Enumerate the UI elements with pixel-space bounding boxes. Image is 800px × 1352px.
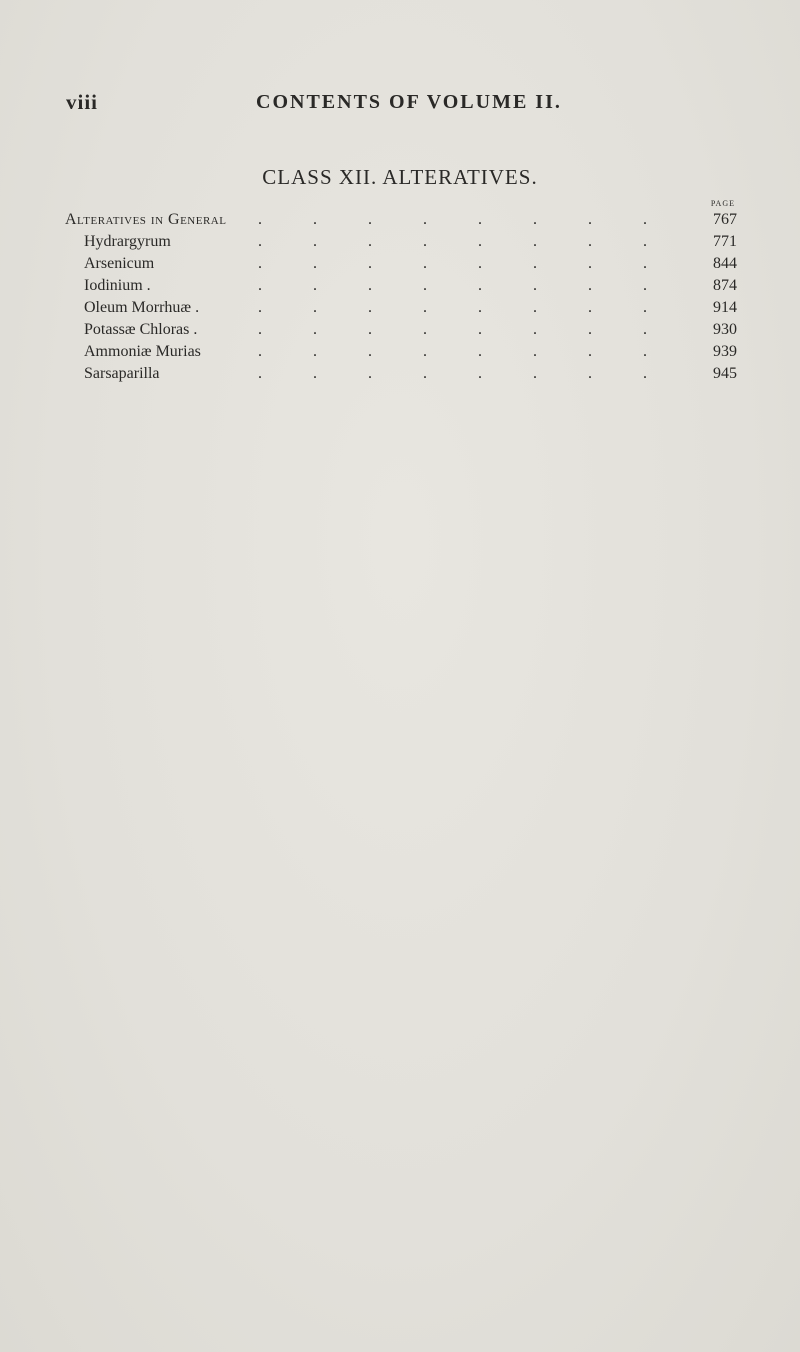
- leader-dot: .: [643, 299, 647, 316]
- leader-dot: .: [643, 365, 647, 382]
- leader-dot: .: [258, 255, 262, 272]
- leader-dot: .: [423, 277, 427, 294]
- leader-dot: .: [643, 233, 647, 250]
- toc-entry-label: Hydrargyrum: [84, 233, 171, 250]
- toc-entry-label: Sarsaparilla: [84, 365, 160, 382]
- toc-entry-page: 914: [713, 299, 737, 316]
- leader-dot: .: [643, 211, 647, 228]
- leader-dot: .: [643, 255, 647, 272]
- leader-dot: .: [258, 211, 262, 228]
- leader-dot: .: [533, 343, 537, 360]
- leader-dot: .: [588, 321, 592, 338]
- leader-dot: .: [478, 211, 482, 228]
- leader-dot: .: [423, 233, 427, 250]
- leader-dot: .: [643, 277, 647, 294]
- page-number: viii: [66, 90, 99, 114]
- leader-dot: .: [588, 211, 592, 228]
- leader-dot: .: [478, 365, 482, 382]
- leader-dot: .: [533, 365, 537, 382]
- running-title: CONTENTS OF VOLUME II.: [256, 91, 562, 113]
- toc-entry-page: 767: [713, 211, 737, 228]
- toc-entry-label: Alteratives in General: [65, 211, 227, 228]
- leader-dot: .: [478, 233, 482, 250]
- leader-dot: .: [588, 233, 592, 250]
- leader-dot: .: [588, 299, 592, 316]
- leader-dot: .: [643, 321, 647, 338]
- toc-entry-page: 939: [713, 343, 737, 360]
- toc-entry: [0, 321, 800, 343]
- leader-dot: .: [368, 211, 372, 228]
- leader-dot: .: [588, 343, 592, 360]
- leader-dot: .: [533, 321, 537, 338]
- leader-dot: .: [533, 299, 537, 316]
- leader-dot: .: [533, 233, 537, 250]
- leader-dot: .: [258, 343, 262, 360]
- toc-entry-page: 874: [713, 277, 737, 294]
- toc-entry-page: 930: [713, 321, 737, 338]
- leader-dot: .: [313, 365, 317, 382]
- page-column-label: PAGE: [710, 199, 735, 208]
- leader-dot: .: [533, 277, 537, 294]
- toc-entry: [0, 277, 800, 299]
- toc-entry-label: Potassæ Chloras .: [84, 321, 198, 338]
- toc-entry-label: Ammoniæ Murias: [84, 343, 201, 360]
- leader-dot: .: [313, 211, 317, 228]
- leader-dot: .: [643, 343, 647, 360]
- leader-dot: .: [313, 299, 317, 316]
- leader-dot: .: [423, 321, 427, 338]
- leader-dot: .: [368, 299, 372, 316]
- toc-entry-page: 945: [713, 365, 737, 382]
- leader-dot: .: [423, 299, 427, 316]
- leader-dot: .: [313, 343, 317, 360]
- leader-dot: .: [588, 255, 592, 272]
- leader-dot: .: [313, 321, 317, 338]
- leader-dot: .: [368, 233, 372, 250]
- leader-dot: .: [423, 343, 427, 360]
- leader-dot: .: [368, 343, 372, 360]
- toc-entry: [0, 299, 800, 321]
- leader-dot: .: [478, 299, 482, 316]
- leader-dot: .: [478, 343, 482, 360]
- leader-dot: .: [313, 277, 317, 294]
- leader-dot: .: [368, 277, 372, 294]
- leader-dot: .: [313, 255, 317, 272]
- leader-dot: .: [368, 321, 372, 338]
- leader-dot: .: [478, 321, 482, 338]
- toc-entry: [0, 365, 800, 387]
- leader-dot: .: [368, 255, 372, 272]
- leader-dot: .: [368, 365, 372, 382]
- toc-entry-label: Iodinium .: [84, 277, 151, 294]
- leader-dot: .: [258, 277, 262, 294]
- leader-dot: .: [258, 321, 262, 338]
- class-heading: CLASS XII. ALTERATIVES.: [262, 165, 538, 189]
- toc-entry: [0, 233, 800, 255]
- leader-dot: .: [533, 255, 537, 272]
- toc-entry-page: 844: [713, 255, 737, 272]
- toc-entry: [0, 211, 800, 233]
- leader-dot: .: [533, 211, 537, 228]
- leader-dot: .: [478, 255, 482, 272]
- leader-dot: .: [258, 299, 262, 316]
- leader-dot: .: [588, 277, 592, 294]
- toc-entry-page: 771: [713, 233, 737, 250]
- leader-dot: .: [588, 365, 592, 382]
- leader-dot: .: [258, 233, 262, 250]
- leader-dot: .: [423, 211, 427, 228]
- toc-entry-label: Oleum Morrhuæ .: [84, 299, 200, 316]
- toc-entry: [0, 343, 800, 365]
- toc-entry: [0, 255, 800, 277]
- leader-dot: .: [423, 365, 427, 382]
- leader-dot: .: [423, 255, 427, 272]
- leader-dot: .: [478, 277, 482, 294]
- toc-entry-label: Arsenicum: [84, 255, 155, 272]
- running-head: [0, 90, 800, 120]
- leader-dot: .: [313, 233, 317, 250]
- leader-dot: .: [258, 365, 262, 382]
